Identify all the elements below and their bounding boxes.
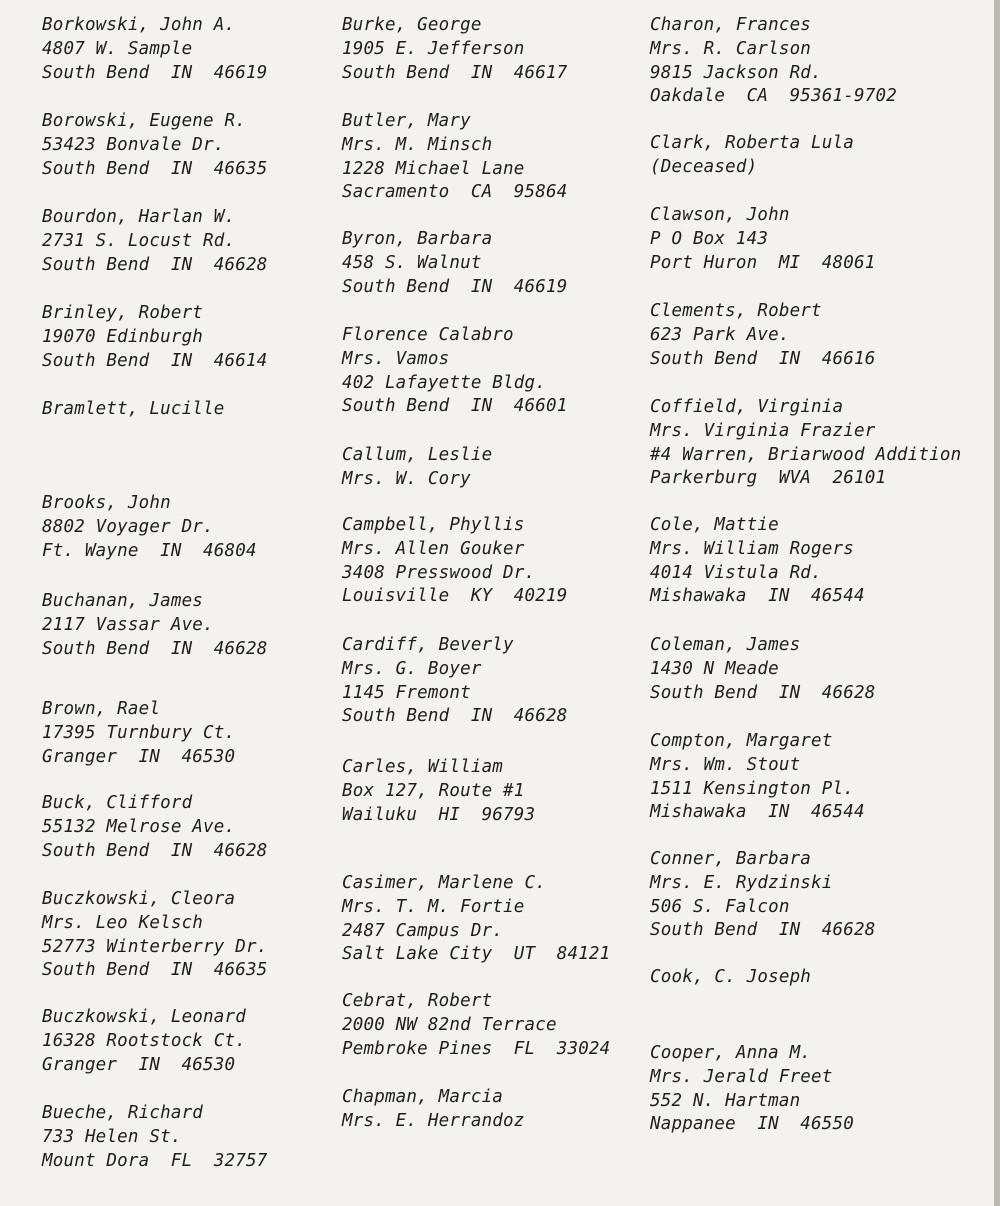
entry-name: Charon, Frances [650,15,812,35]
entry-name: Borkowski, John A. [42,15,236,35]
address-entry [42,110,332,181]
entry-line: South Bend IN 46628 [42,840,268,861]
entry-line: 55132 Melrose Ave. [42,816,236,837]
address-entry [342,990,642,1061]
entry-line: South Bend IN 46614 [42,350,268,371]
entry-line: Mrs. T. M. Fortie [342,896,525,917]
entry-name: Bramlett, Lucille [42,399,225,419]
entry-line: Mrs. R. Carlson [650,38,812,59]
entry-line: South Bend IN 46635 [42,158,268,179]
address-entry [42,398,332,422]
address-entry [42,590,332,661]
address-entry [650,204,995,275]
entry-line: (Deceased) [650,156,758,177]
entry-line: South Bend IN 46601 [342,396,568,417]
entry-line: 733 Helen St. [42,1126,182,1147]
address-entry [342,14,642,85]
entry-line: 53423 Bonvale Dr. [42,134,225,155]
entry-name: Cardiff, Beverly [342,635,514,655]
entry-line: South Bend IN 46619 [342,276,568,297]
entry-line: 16328 Rootstock Ct. [42,1030,246,1051]
entry-name: Brown, Rael [42,699,161,719]
address-entry [342,756,642,827]
address-entry [650,14,995,109]
entry-line: 1145 Fremont [342,682,471,703]
entry-line: Mrs. W. Cory [342,468,471,489]
entry-line: Mishawaka IN 46544 [650,802,865,823]
entry-name: Callum, Leslie [342,445,493,465]
entry-line: Mishawaka IN 46544 [650,586,865,607]
entry-line: 2487 Campus Dr. [342,920,504,941]
entry-line: Ft. Wayne IN 46804 [42,540,257,561]
entry-name: Campbell, Phyllis [342,515,525,535]
entry-line: South Bend IN 46635 [42,960,268,981]
entry-line: Salt Lake City UT 84121 [342,944,611,965]
address-entry [42,14,332,85]
entry-line: 17395 Turnbury Ct. [42,722,236,743]
entry-line: Mount Dora FL 32757 [42,1150,268,1171]
entry-line: Mrs. E. Herrandoz [342,1110,525,1131]
address-entry [650,132,995,180]
entry-name: Burke, George [342,15,482,35]
entry-line: 3408 Presswood Dr. [342,562,536,583]
entry-line: Mrs. Vamos [342,348,450,369]
entry-line: Mrs. Leo Kelsch [42,912,204,933]
entry-name: Cole, Mattie [650,515,779,535]
entry-name: Butler, Mary [342,111,471,131]
entry-line: 2000 NW 82nd Terrace [342,1014,557,1035]
entry-line: 4807 W. Sample [42,38,193,59]
address-entry [650,848,995,943]
entry-line: Mrs. M. Minsch [342,134,493,155]
entry-name: Casimer, Marlene C. [342,873,546,893]
address-entry [42,1006,332,1077]
entry-line: Mrs. Allen Gouker [342,538,525,559]
entry-line: Mrs. Jerald Freet [650,1066,833,1087]
address-entry [342,514,642,609]
entry-line: Box 127, Route #1 [342,780,525,801]
entry-name: Clark, Roberta Lula [650,133,854,153]
entry-name: Chapman, Marcia [342,1087,504,1107]
entry-line: 2731 S. Locust Rd. [42,230,236,251]
address-entry [342,110,642,205]
entry-line: Sacramento CA 95864 [342,182,568,203]
entry-line: Mrs. William Rogers [650,538,854,559]
address-entry [42,1102,332,1173]
entry-name: Cooper, Anna M. [650,1043,812,1063]
entry-name: Florence Calabro [342,325,514,345]
entry-line: Pembroke Pines FL 33024 [342,1038,611,1059]
entry-line: 19070 Edinburgh [42,326,204,347]
entry-line: #4 Warren, Briarwood Addition [650,444,962,465]
entry-name: Clements, Robert [650,301,822,321]
entry-line: 9815 Jackson Rd. [650,62,822,83]
entry-line: 52773 Winterberry Dr. [42,936,268,957]
entry-line: Mrs. Wm. Stout [650,754,801,775]
entry-line: 1511 Kensington Pl. [650,778,854,799]
entry-name: Cook, C. Joseph [650,967,812,987]
entry-name: Buczkowski, Leonard [42,1007,246,1027]
address-entry [42,492,332,563]
address-entry [342,444,642,492]
address-entry [342,1086,642,1134]
address-entry [650,300,995,371]
entry-line: Oakdale CA 95361-9702 [650,86,897,107]
entry-name: Brinley, Robert [42,303,204,323]
entry-line: South Bend IN 46616 [650,348,876,369]
address-entry [42,302,332,373]
entry-name: Buchanan, James [42,591,204,611]
entry-line: 623 Park Ave. [650,324,790,345]
address-entry [650,396,995,491]
entry-line: Mrs. E. Rydzinski [650,872,833,893]
entry-name: Clawson, John [650,205,790,225]
entry-name: Coleman, James [650,635,801,655]
entry-line: 506 S. Falcon [650,896,790,917]
entry-line: South Bend IN 46628 [42,254,268,275]
address-entry [42,888,332,983]
entry-line: 552 N. Hartman [650,1090,801,1111]
entry-line: 1905 E. Jefferson [342,38,525,59]
entry-name: Bueche, Richard [42,1103,204,1123]
address-entry [42,792,332,863]
address-entry [342,228,642,299]
entry-line: Nappanee IN 46550 [650,1114,854,1135]
entry-name: Buczkowski, Cleora [42,889,236,909]
entry-name: Cebrat, Robert [342,991,493,1011]
address-entry [650,730,995,825]
entry-line: P O Box 143 [650,228,769,249]
address-entry [650,514,995,609]
entry-line: South Bend IN 46628 [650,682,876,703]
entry-line: Wailuku HI 96793 [342,804,536,825]
entry-name: Bourdon, Harlan W. [42,207,236,227]
entry-line: Granger IN 46530 [42,1054,236,1075]
entry-line: Granger IN 46530 [42,746,236,767]
address-entry [650,966,995,990]
entry-name: Byron, Barbara [342,229,493,249]
entry-line: Mrs. G. Boyer [342,658,482,679]
entry-line: South Bend IN 46619 [42,62,268,83]
entry-line: 458 S. Walnut [342,252,482,273]
entry-name: Borowski, Eugene R. [42,111,246,131]
address-entry [650,1042,995,1137]
address-entry [42,206,332,277]
entry-line: South Bend IN 46628 [342,706,568,727]
entry-line: Port Huron MI 48061 [650,252,876,273]
entry-line: 8802 Voyager Dr. [42,516,214,537]
entry-line: 1228 Michael Lane [342,158,525,179]
entry-name: Compton, Margaret [650,731,833,751]
entry-line: South Bend IN 46628 [650,920,876,941]
entry-line: 4014 Vistula Rd. [650,562,822,583]
address-entry [342,872,642,967]
entry-name: Buck, Clifford [42,793,193,813]
entry-line: 1430 N Meade [650,658,779,679]
entry-name: Carles, William [342,757,504,777]
entry-line: South Bend IN 46617 [342,62,568,83]
entry-name: Conner, Barbara [650,849,812,869]
entry-name: Coffield, Virginia [650,397,844,417]
address-entry [42,698,332,769]
entry-line: Louisville KY 40219 [342,586,568,607]
address-entry [342,324,642,419]
entry-line: 2117 Vassar Ave. [42,614,214,635]
entry-line: Mrs. Virginia Frazier [650,420,876,441]
address-entry [342,634,642,729]
entry-name: Brooks, John [42,493,171,513]
entry-line: South Bend IN 46628 [42,638,268,659]
entry-line: Parkerburg WVA 26101 [650,468,887,489]
address-entry [650,634,995,705]
entry-line: 402 Lafayette Bldg. [342,372,546,393]
